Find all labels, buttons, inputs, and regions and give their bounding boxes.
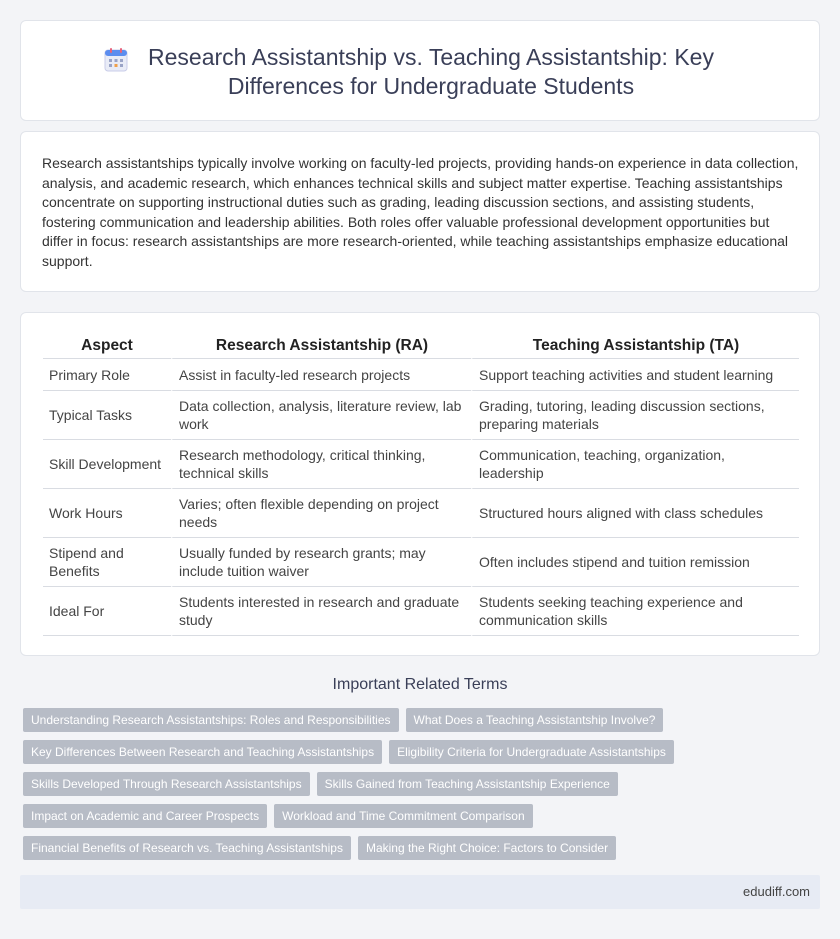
- comparison-table-card: [20, 312, 820, 656]
- ra-cell: Data collection, analysis, literature review, lab work: [171, 391, 471, 440]
- aspect-cell: Ideal For: [43, 587, 171, 636]
- aspect-cell: Primary Role: [43, 359, 171, 391]
- footer-brand-link[interactable]: edudiff.com: [743, 884, 810, 899]
- ta-cell: Often includes stipend and tuition remission: [471, 538, 799, 587]
- table-row: [43, 538, 799, 587]
- header-aspect: Aspect: [43, 333, 171, 359]
- ta-cell: Support teaching activities and student learning: [471, 359, 799, 391]
- table-row: [43, 587, 799, 636]
- intro-paragraph: Research assistantships typically involve working on faculty-led projects, providing hands-on experience in data collection, analysis, and academic research, which enhances technical skills and subject matter expertise. Teaching assistantships concentrate on supporting instructional duties such as grading, leading discussion sections, and assisting students, fostering communication and leadership abilities. Both roles offer valuable professional development opportunities but differ in focus: research assistantships are more research-oriented, while teaching assistantships emphasize educational support.: [42, 155, 799, 269]
- ra-cell: Usually funded by research grants; may include tuition waiver: [171, 538, 471, 587]
- intro-card: [20, 131, 820, 292]
- table-row: [43, 440, 799, 489]
- ta-cell: Students seeking teaching experience and communication skills: [471, 587, 799, 636]
- page-title: Research Assistantship vs. Teaching Assistantship: Key Differences for Undergraduate Students: [148, 43, 714, 99]
- related-term-link[interactable]: Making the Right Choice: Factors to Consider: [358, 836, 616, 860]
- related-term-link[interactable]: What Does a Teaching Assistantship Involve?: [406, 708, 664, 732]
- table-header-row: [43, 333, 799, 359]
- ra-cell: Assist in faculty-led research projects: [171, 359, 471, 391]
- related-term-link[interactable]: Skills Developed Through Research Assistantships: [23, 772, 310, 796]
- ra-cell: Research methodology, critical thinking, technical skills: [171, 440, 471, 489]
- aspect-cell: Work Hours: [43, 489, 171, 538]
- tag-row: [23, 708, 823, 732]
- ta-cell: Structured hours aligned with class schedules: [471, 489, 799, 538]
- ra-cell: Varies; often flexible depending on project needs: [171, 489, 471, 538]
- tag-row: [23, 804, 823, 828]
- header-research: Research Assistantship (RA): [171, 333, 471, 359]
- ra-cell: Students interested in research and graduate study: [171, 587, 471, 636]
- related-term-link[interactable]: Skills Gained from Teaching Assistantship Experience: [317, 772, 618, 796]
- ta-cell: Communication, teaching, organization, leadership: [471, 440, 799, 489]
- table-row: [43, 391, 799, 440]
- related-term-link[interactable]: Understanding Research Assistantships: Roles and Responsibilities: [23, 708, 399, 732]
- related-term-link[interactable]: Key Differences Between Research and Teaching Assistantships: [23, 740, 382, 764]
- tag-row: [23, 836, 823, 860]
- related-term-link[interactable]: Workload and Time Commitment Comparison: [274, 804, 533, 828]
- related-term-link[interactable]: Impact on Academic and Career Prospects: [23, 804, 267, 828]
- ta-cell: Grading, tutoring, leading discussion sections, preparing materials: [471, 391, 799, 440]
- related-terms-list: [23, 708, 823, 868]
- tag-row: [23, 740, 823, 764]
- aspect-cell: Skill Development: [43, 440, 171, 489]
- table-row: [43, 359, 799, 391]
- table-row: [43, 489, 799, 538]
- aspect-cell: Typical Tasks: [43, 391, 171, 440]
- related-terms-heading: Important Related Terms: [332, 676, 508, 693]
- header-teaching: Teaching Assistantship (TA): [471, 333, 799, 359]
- aspect-cell: Stipend and Benefits: [43, 538, 171, 587]
- related-term-link[interactable]: Eligibility Criteria for Undergraduate Assistantships: [389, 740, 674, 764]
- tag-row: [23, 772, 823, 796]
- header-card: [20, 20, 820, 121]
- related-term-link[interactable]: Financial Benefits of Research vs. Teaching Assistantships: [23, 836, 351, 860]
- comparison-table: [43, 333, 799, 636]
- footer: [20, 875, 820, 909]
